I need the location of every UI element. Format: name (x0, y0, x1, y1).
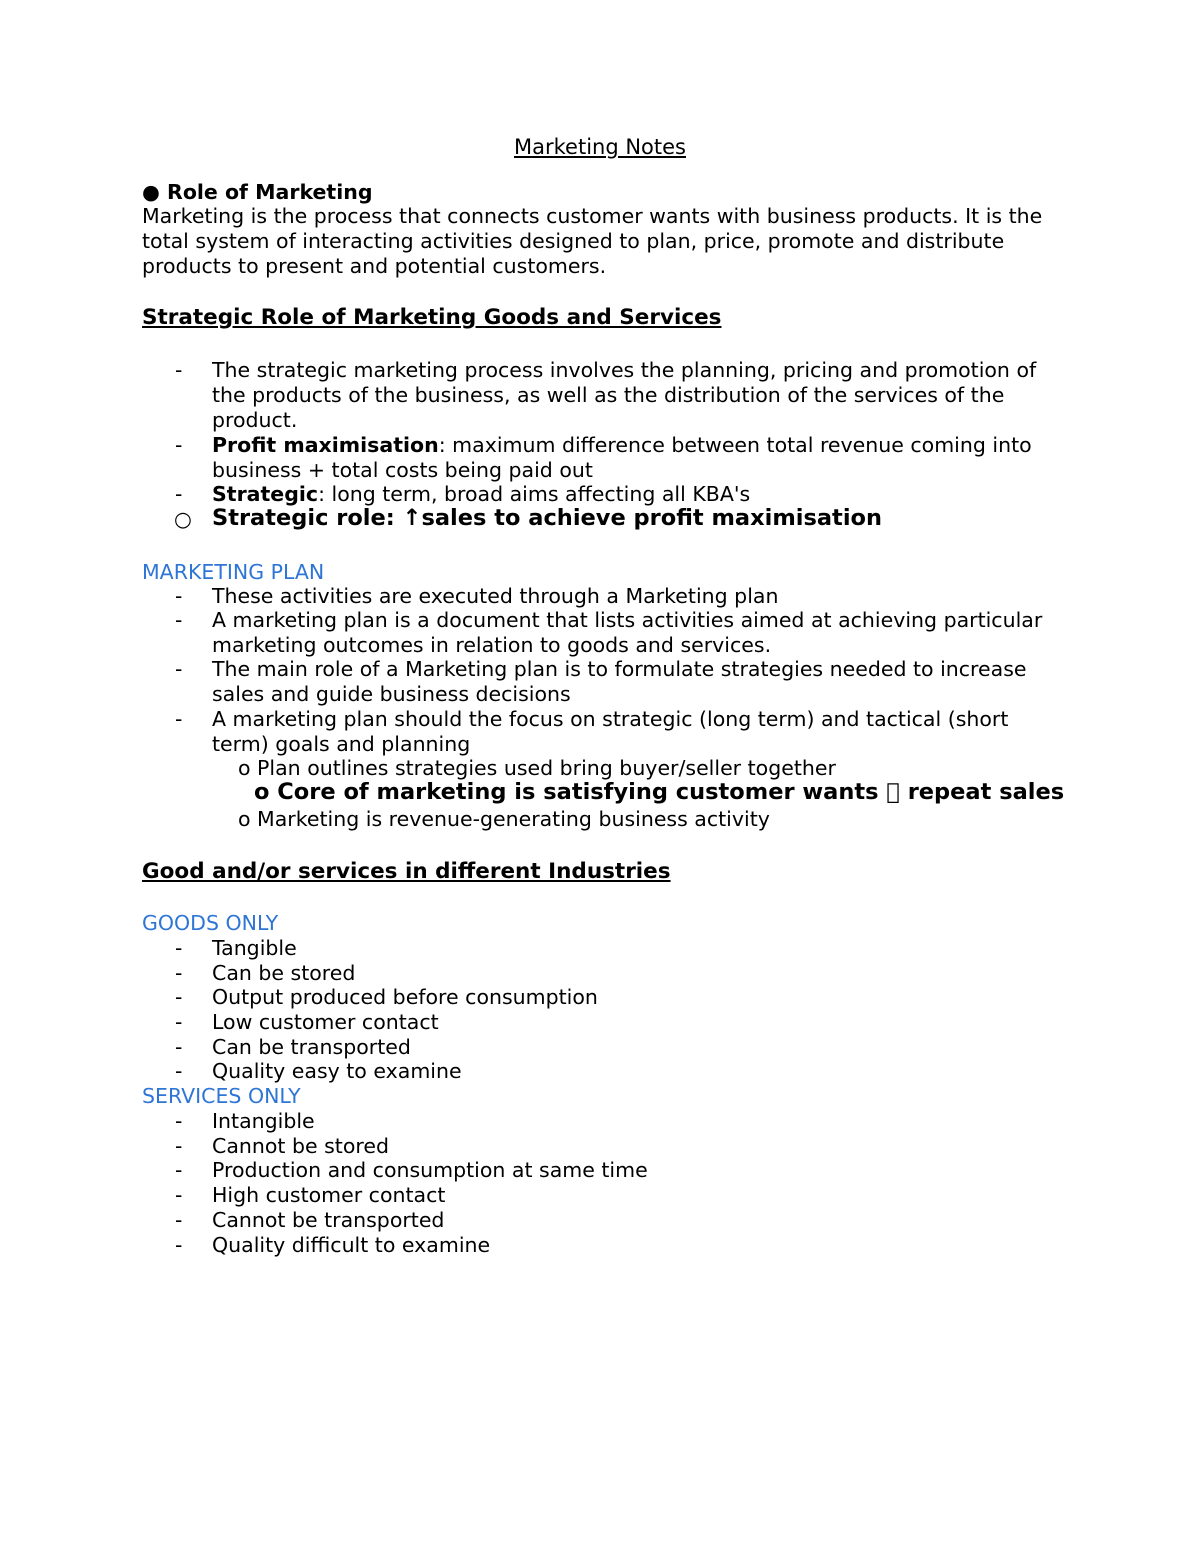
plan-item-line: A marketing plan is a document that lists activities aimed at achieving particular (212, 608, 1043, 632)
dash-marker: - (175, 608, 183, 632)
role-heading (142, 180, 373, 205)
dash-marker: - (175, 657, 183, 681)
role-paragraph-line: total system of interacting activities designed to plan, price, promote and distribute (142, 229, 1005, 253)
services-item: High customer contact (212, 1183, 446, 1207)
goods-item: Tangible (212, 936, 297, 960)
strategic-item-line: the products of the business, as well as the distribution of the services of the (212, 383, 1005, 407)
role-heading-text: Role of Marketing (167, 180, 373, 204)
services-item: Quality difficult to examine (212, 1233, 491, 1257)
industries-heading: Good and/or services in different Industries (142, 859, 671, 884)
strategic-heading: Strategic Role of Marketing Goods and Services (142, 305, 722, 330)
strategic-role-item: Strategic role: ↑sales to achieve profit maximisation (212, 505, 883, 531)
plan-sub-item: o Plan outlines strategies used bring buyer/seller together (238, 756, 836, 780)
plan-sub-item: o Core of marketing is satisfying customer wants repeat sales (254, 779, 1043, 805)
plan-item-line: The main role of a Marketing plan is to formulate strategies needed to increase (212, 657, 1027, 681)
page-title: Marketing Notes (514, 135, 686, 159)
goods-only-heading: GOODS ONLY (142, 911, 279, 935)
services-item: Cannot be stored (212, 1134, 389, 1158)
strategic-item-line (212, 433, 1032, 458)
dash-marker: - (175, 707, 183, 731)
dash-marker: - (175, 985, 183, 1009)
plan-item-line: marketing outcomes in relation to goods and services. (212, 633, 772, 657)
strategic-term: Strategic (212, 482, 319, 506)
plan-item-line: term) goals and planning (212, 732, 471, 756)
dash-marker: - (175, 936, 183, 960)
dash-marker: - (175, 1010, 183, 1034)
dash-marker: - (175, 1059, 183, 1083)
circle-bullet-icon: ○ (174, 507, 192, 531)
profit-maximisation-definition: : maximum difference between total revenue coming into (438, 433, 1032, 457)
dash-marker: - (175, 1035, 183, 1059)
strategic-definition: : long term, broad aims affecting all KBA's (318, 482, 751, 506)
goods-item: Can be transported (212, 1035, 411, 1059)
goods-item: Output produced before consumption (212, 985, 598, 1009)
strategic-item-line: business + total costs being paid out (212, 458, 593, 482)
strategic-item-line (212, 482, 750, 507)
services-item: Intangible (212, 1109, 315, 1133)
services-item: Cannot be transported (212, 1208, 445, 1232)
dash-marker: - (175, 1109, 183, 1133)
role-paragraph-line: Marketing is the process that connects customer wants with business products. It is the (142, 204, 1043, 228)
dash-marker: - (175, 358, 183, 382)
services-only-heading: SERVICES ONLY (142, 1084, 301, 1108)
strategic-item-line: product. (212, 408, 298, 432)
bullet-icon: ● (142, 180, 160, 204)
dash-marker: - (175, 1183, 183, 1207)
goods-item: Can be stored (212, 961, 356, 985)
goods-item: Low customer contact (212, 1010, 439, 1034)
role-paragraph-line: products to present and potential customers. (142, 254, 607, 278)
services-item: Production and consumption at same time (212, 1158, 648, 1182)
dash-marker: - (175, 482, 183, 506)
dash-marker: - (175, 1233, 183, 1257)
goods-item: Quality easy to examine (212, 1059, 462, 1083)
dash-marker: - (175, 1158, 183, 1182)
strategic-item-line: The strategic marketing process involves the planning, pricing and promotion of (212, 358, 1037, 382)
dash-marker: - (175, 961, 183, 985)
dash-marker: - (175, 1134, 183, 1158)
plan-item-line: sales and guide business decisions (212, 682, 571, 706)
plan-item-line: These activities are executed through a Marketing plan (212, 584, 779, 608)
plan-item-line: A marketing plan should the focus on strategic (long term) and tactical (short (212, 707, 1009, 731)
marketing-plan-heading: MARKETING PLAN (142, 560, 325, 584)
dash-marker: - (175, 433, 183, 457)
plan-sub-item: o Marketing is revenue-generating business activity (238, 807, 770, 831)
dash-marker: - (175, 1208, 183, 1232)
profit-maximisation-term: Profit maximisation (212, 433, 439, 457)
dash-marker: - (175, 584, 183, 608)
